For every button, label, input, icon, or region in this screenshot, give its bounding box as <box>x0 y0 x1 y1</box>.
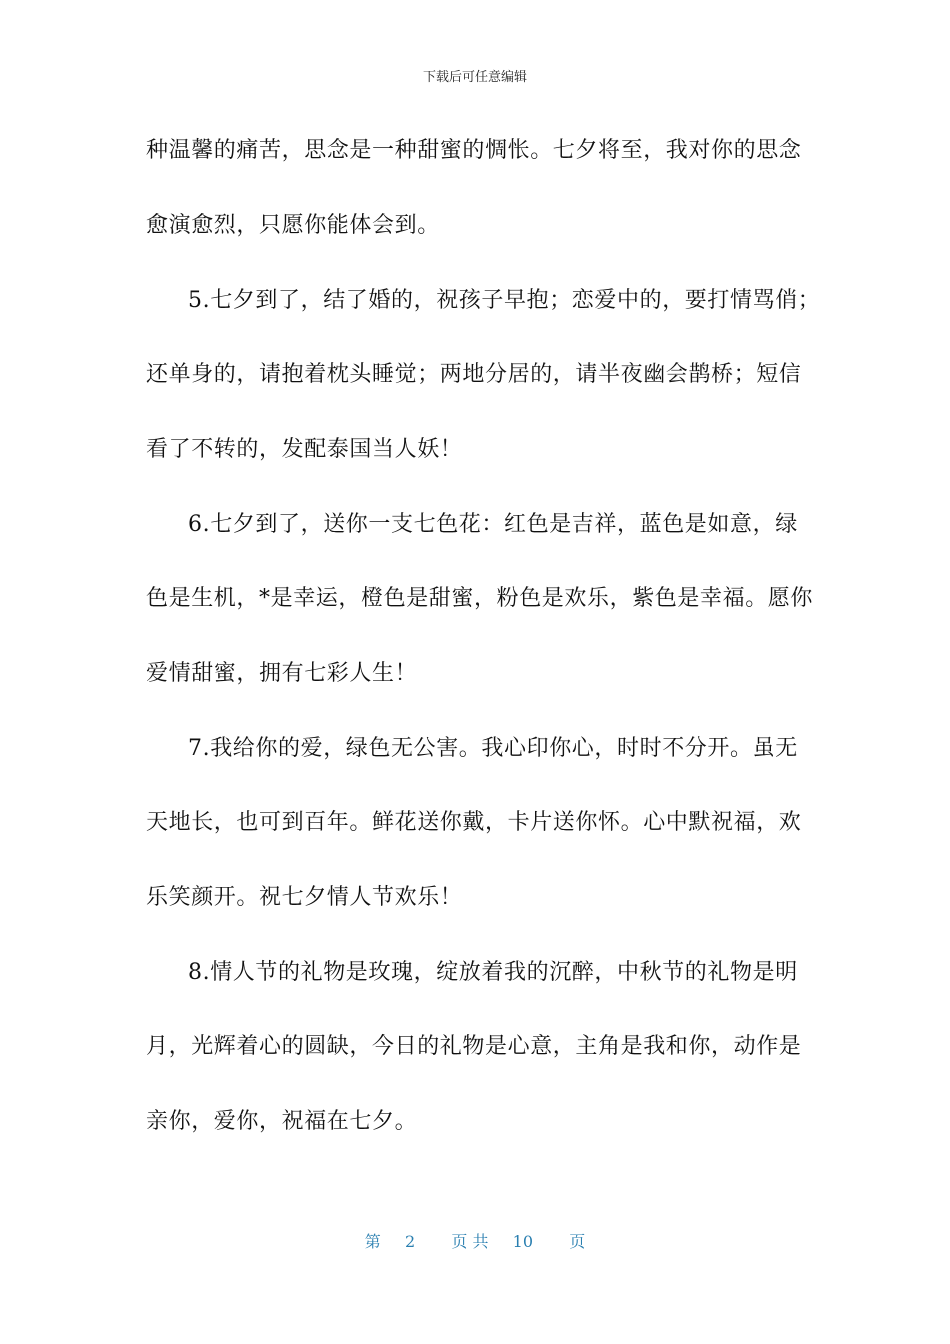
body-line: 亲你，爱你，祝福在七夕。 <box>146 1109 418 1134</box>
body-line: 爱情甜蜜，拥有七彩人生！ <box>146 661 418 686</box>
page-footer <box>0 1229 950 1252</box>
page-number: 2 <box>404 1232 416 1251</box>
total-pages: 10 <box>512 1232 533 1251</box>
paragraph-5-start: 5.七夕到了，结了婚的，祝孩子早抱；恋爱中的，要打情骂俏； <box>188 288 821 313</box>
page-prefix: 第 <box>364 1232 381 1251</box>
paragraph-7-start: 7.我给你的爱，绿色无公害。我心印你心，时时不分开。虽无 <box>188 736 798 761</box>
body-line: 天地长，也可到百年。鲜花送你戴，卡片送你怀。心中默祝福，欢 <box>146 810 802 835</box>
paragraph-6-start: 6.七夕到了，送你一支七色花：红色是吉祥，蓝色是如意，绿 <box>188 512 798 537</box>
body-line: 色是生机，*是幸运，橙色是甜蜜，粉色是欢乐，紫色是幸福。愿你 <box>146 586 814 611</box>
page-suffix: 页 <box>569 1232 586 1251</box>
body-line: 乐笑颜开。祝七夕情人节欢乐！ <box>146 885 463 910</box>
body-line: 种温馨的痛苦，思念是一种甜蜜的惆怅。七夕将至，我对你的思念 <box>146 138 802 163</box>
body-line: 看了不转的，发配泰国当人妖！ <box>146 437 463 462</box>
body-line: 月，光辉着心的圆缺，今日的礼物是心意，主角是我和你，动作是 <box>146 1034 802 1059</box>
page-mid: 页 共 <box>451 1232 489 1251</box>
body-line: 愈演愈烈，只愿你能体会到。 <box>146 213 440 238</box>
body-line: 还单身的，请抱着枕头睡觉；两地分居的，请半夜幽会鹊桥；短信 <box>146 362 802 387</box>
paragraph-8-start: 8.情人节的礼物是玫瑰，绽放着我的沉醉，中秋节的礼物是明 <box>188 960 798 985</box>
header-note: 下载后可任意编辑 <box>422 70 527 85</box>
